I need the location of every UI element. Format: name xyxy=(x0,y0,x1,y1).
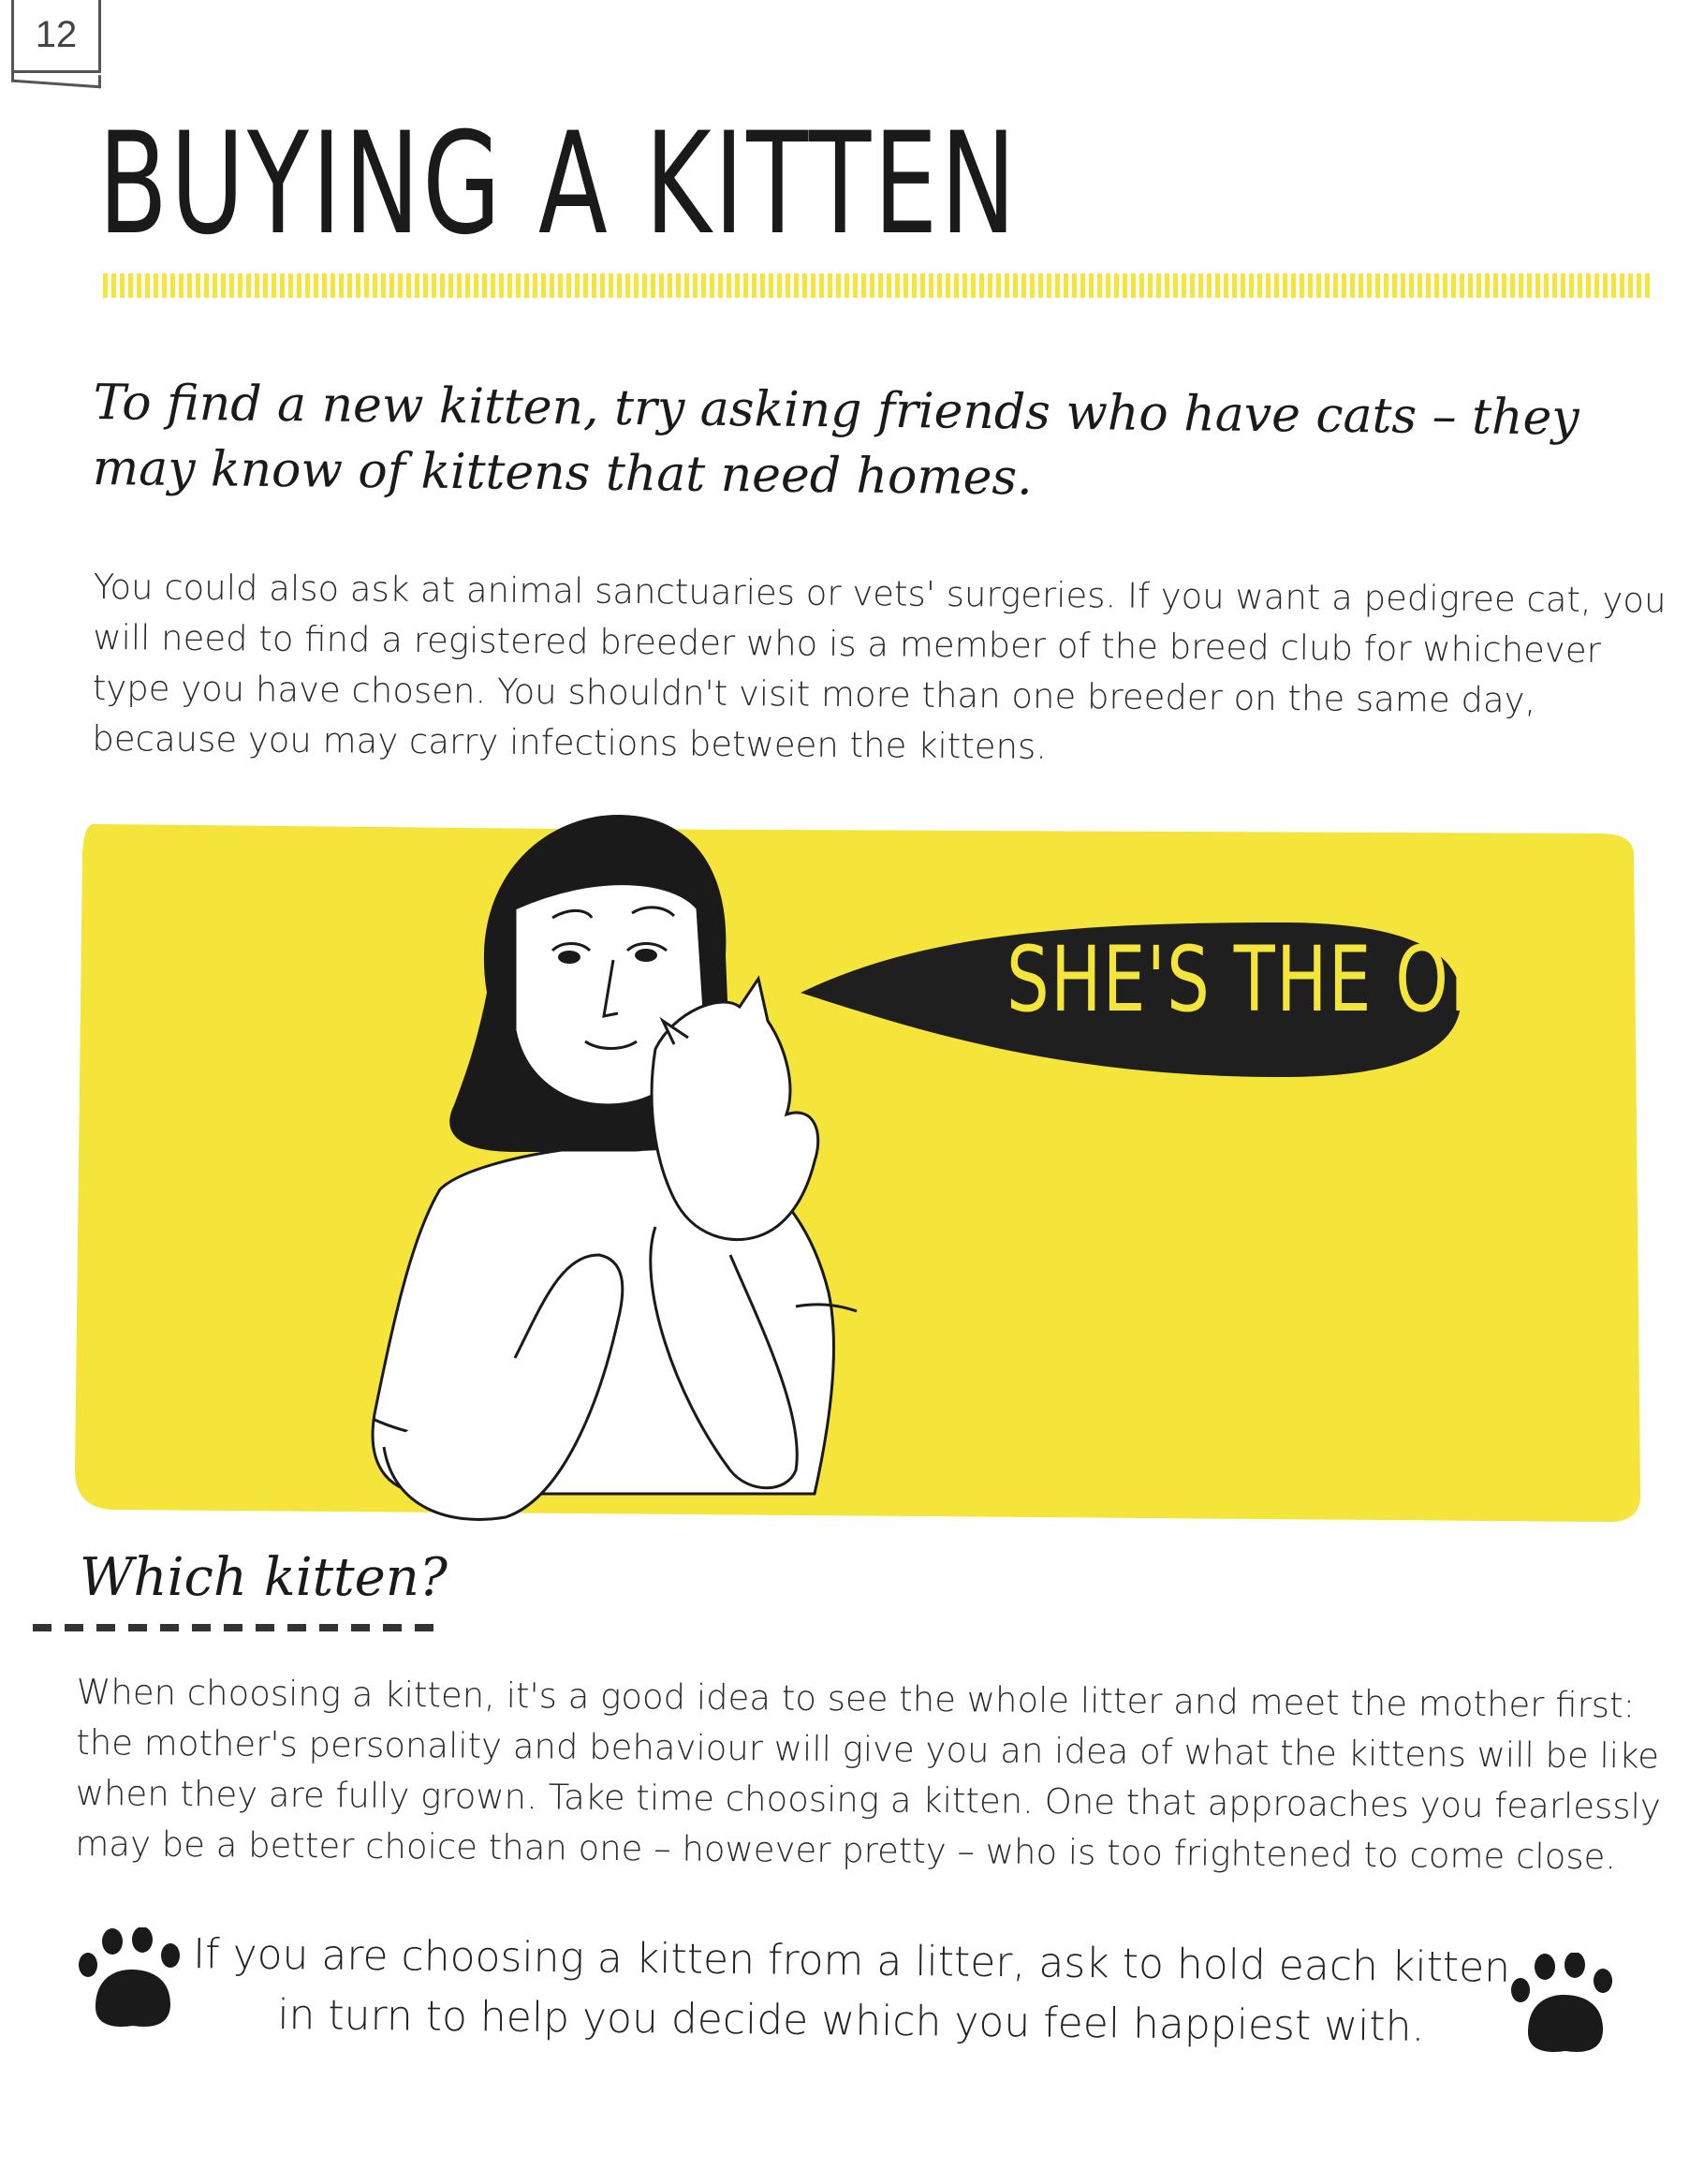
page-title: BUYING A KITTEN xyxy=(98,103,1019,266)
which-kitten-paragraph: When choosing a kitten, it's a good idea to see the whole litter and meet the mother first: the mother's personality and behaviour will give you an idea of what the kittens will be like when they are fully grown. Take time choosing a kitten. One that approaches you fearlessly may be a better choice than one – however pretty – who is too frightened to come close. xyxy=(75,1671,1661,1878)
girl-holding-kitten-illustration xyxy=(75,796,1648,1527)
lead-paragraph: To find a new kitten, try asking friends who have cats – they may know of kittens that need homes. xyxy=(92,374,1580,507)
speech-bubble-text: SHE'S THE ONE xyxy=(1006,927,1546,1032)
page-number: 12 xyxy=(11,0,101,73)
subheading-underline xyxy=(33,1624,445,1631)
paw-print-icon xyxy=(1509,1953,1622,2056)
section-subheading: Which kitten? xyxy=(80,1547,448,1608)
intro-paragraph: You could also ask at animal sanctuaries or vets' surgeries. If you want a pedigree cat, you will need to find a registered breeder who is a member of the breed club for whichever type you have chosen. You shouldn't visit more than one breeder on the same day, because you may carry infections between the kittens. xyxy=(92,566,1667,767)
tip-text: If you are choosing a kitten from a litter, ask to hold each kitten in turn to help you decide which you feel happiest with. xyxy=(192,1930,1511,2051)
title-underline xyxy=(103,273,1653,298)
paw-print-icon xyxy=(77,1927,189,2030)
